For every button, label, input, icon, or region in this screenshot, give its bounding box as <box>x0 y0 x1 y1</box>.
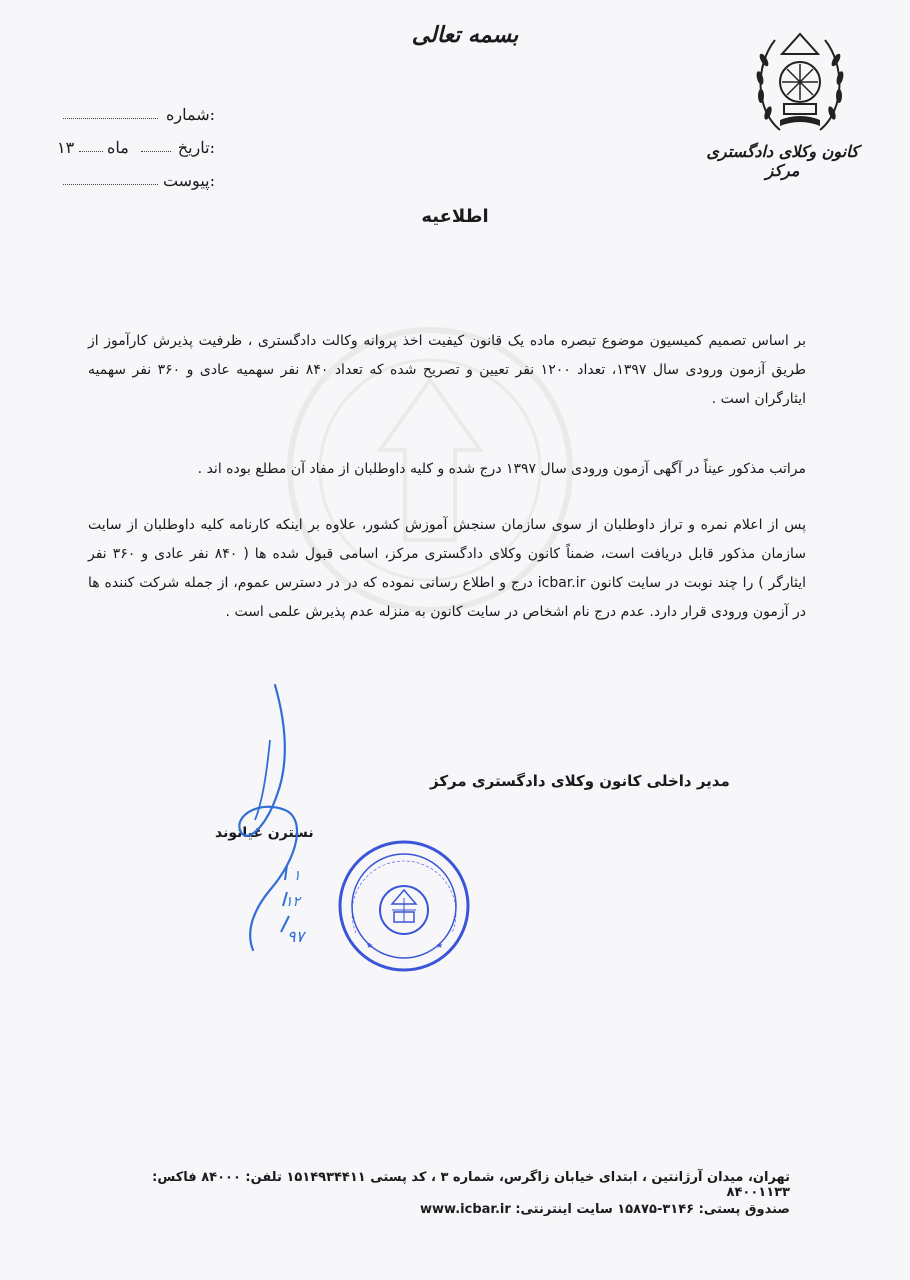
footer-contact <box>130 1202 790 1217</box>
date-day: ۱۳ <box>57 138 75 157</box>
bar-association-logo <box>750 20 850 140</box>
paragraph-1: بر اساس تصمیم کمیسیون موضوع تبصره ماده یک قانون کیفیت اخذ پروانه وکالت دادگستری ، ظرفیت پذیرش کارآموز از طریق آزمون ورودی سال ۱۳۹۷، تعداد ۱۲۰۰ نفر تعیین و تصریح شده که تعداد ۸۴۰ نفر سهمیه عادی و ۳۶۰ نفر سهمیه ایثارگران است . <box>88 333 806 407</box>
org-name: کانون وکلای دادگستری مرکز <box>706 142 859 180</box>
date-label: تاریخ: <box>177 138 215 157</box>
attachment-label: پیوست: <box>162 171 215 190</box>
handwritten-signature <box>215 680 325 960</box>
invocation-text: بسمه تعالی <box>411 22 519 48</box>
date-dots-right <box>141 151 171 152</box>
date-dots-left <box>79 151 103 152</box>
paragraph-2: مراتب مذکور عیناً در آگهی آزمون ورودی سال ۱۳۹۷ درج شده و کلیه داوطلبان از مفاد آن مطلع بوده اند . <box>197 461 806 477</box>
website-link[interactable]: www.icbar.ir <box>420 1202 511 1217</box>
svg-text:۹۷: ۹۷ <box>287 927 305 946</box>
svg-text:۱۲: ۱۲ <box>285 894 301 910</box>
signer-title: مدیر داخلی کانون وکلای دادگستری مرکز <box>430 772 730 790</box>
date-month: ماه <box>107 138 129 157</box>
number-field <box>55 100 215 130</box>
number-label: شماره: <box>165 105 215 124</box>
signer-name: نسترن غیاثوند <box>215 825 314 841</box>
po-box: صندوق پستی: ۳۱۴۶-۱۵۸۷۵ سایت اینترنتی: <box>515 1202 790 1217</box>
paragraph-3: پس از اعلام نمره و تراز داوطلبان از سوی سازمان سنجش آموزش کشور، علاوه بر اینکه کارنامه کلیه داوطلبان از سایت سازمان مذکور قابل دریافت است، ضمناً کانون وکلای دادگستری مرکز، اسامی قبول شده ها ( ۸۴۰ نفر عادی و ۳۶۰ نفر ایثارگر ) را چند نوبت در سایت کانون icbar.ir درج و اطلاع رسانی نموده که در در دسترس عموم، از جمله شرکت کننده ها در آزمون ورودی قرار دارد. عدم درج نام اشخاص در سایت کانون به منزله عدم پذیرش علمی است . <box>88 517 807 620</box>
svg-text:۱: ۱ <box>293 868 301 884</box>
document-title: اطلاعیه <box>421 206 489 227</box>
svg-text:★: ★ <box>366 941 374 950</box>
footer-address: تهران، میدان آرژانتین ، ابتدای خیابان زاگرس، شماره ۳ ، کد پستی ۱۵۱۴۹۳۴۴۱۱ تلفن: ۸۴۰۰۰ فاکس: ۸۴۰۰۱۱۳۳ <box>152 1170 790 1200</box>
attachment-dots <box>63 184 158 185</box>
date-field <box>55 133 215 163</box>
attachment-field <box>55 166 215 196</box>
official-stamp <box>336 838 472 974</box>
number-dots <box>63 118 158 119</box>
svg-text:★: ★ <box>436 941 444 950</box>
